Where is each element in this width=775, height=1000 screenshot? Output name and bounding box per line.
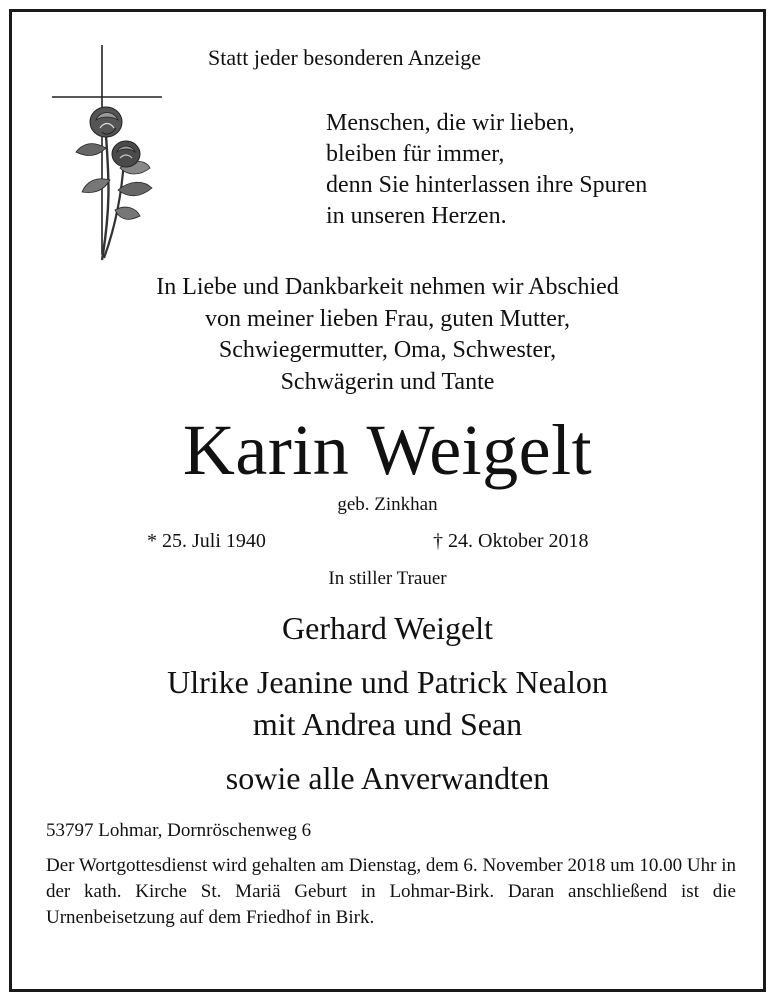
notice-header: Statt jeder besonderen Anzeige	[208, 45, 482, 70]
mourner-name: sowie alle Anverwandten	[225, 760, 550, 796]
poem-line: Menschen, die wir lieben,	[326, 110, 575, 136]
poem-line: denn Sie hinterlassen ihre Spuren	[326, 172, 648, 198]
service-details: Der Wortgottesdienst wird gehalten am Dienstag, dem 6. November 2018 um 10.00 Uhr in der kath. Kirche St. Mariä Geburt in Lohmar-Birk. Daran anschließend ist die Urnenbeisetzung auf dem Friedhof in Birk.	[46, 855, 736, 928]
poem-line: in unseren Herzen.	[326, 203, 507, 229]
birth-date: * 25. Juli 1940	[147, 530, 266, 552]
deceased-name: Karin Weigelt	[182, 410, 593, 490]
cross-with-roses-icon	[40, 40, 180, 270]
intro-line: Schwiegermutter, Oma, Schwester,	[218, 337, 557, 363]
poem-line: bleiben für immer,	[326, 141, 505, 167]
farewell-intro	[0, 272, 775, 398]
poem	[326, 108, 647, 232]
mourner-name: mit Andrea und Sean	[252, 706, 523, 742]
family-address: 53797 Lohmar, Dornröschenweg 6	[46, 820, 312, 841]
intro-line: von meiner lieben Frau, guten Mutter,	[205, 305, 570, 332]
death-date: † 24. Oktober 2018	[433, 530, 589, 552]
mourning-line: In stiller Trauer	[328, 568, 447, 589]
mourner-name: Ulrike Jeanine und Patrick Nealon	[167, 664, 608, 700]
mourner-name: Gerhard Weigelt	[282, 610, 493, 646]
maiden-name: geb. Zinkhan	[337, 494, 438, 515]
intro-line: In Liebe und Dankbarkeit nehmen wir Abschied	[156, 274, 619, 300]
intro-line: Schwägerin und Tante	[280, 368, 495, 395]
